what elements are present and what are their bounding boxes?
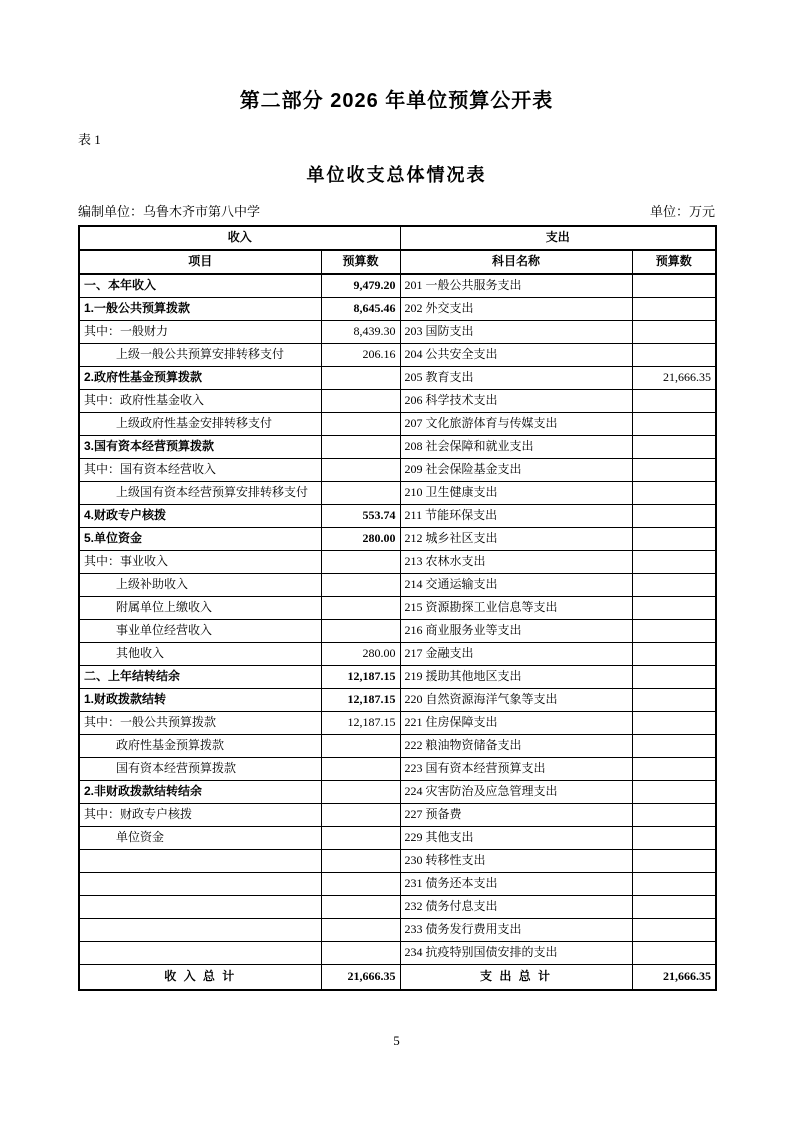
income-item-cell: 二、上年结转结余 [79, 666, 321, 689]
expense-subject-cell: 229 其他支出 [400, 827, 632, 850]
expense-amount-cell [632, 919, 716, 942]
table-row [79, 666, 716, 689]
expense-subject-cell: 208 社会保障和就业支出 [400, 436, 632, 459]
expense-amount-cell [632, 873, 716, 896]
table-row [79, 942, 716, 965]
expense-amount-cell [632, 597, 716, 620]
column-header-2: 科目名称 [400, 250, 632, 274]
income-item-cell: 附属单位上缴收入 [79, 597, 321, 620]
table-row [79, 505, 716, 528]
income-amount-cell [321, 827, 400, 850]
expense-subject-cell: 232 债务付息支出 [400, 896, 632, 919]
table-row [79, 413, 716, 436]
income-item-cell: 2.非财政拨款结转结余 [79, 781, 321, 804]
income-item-cell: 2.政府性基金预算拨款 [79, 367, 321, 390]
expense-subject-cell: 201 一般公共服务支出 [400, 274, 632, 298]
income-item-cell [79, 919, 321, 942]
income-amount-cell [321, 551, 400, 574]
unit-label: 单位：万元 [649, 204, 715, 219]
income-amount-cell [321, 367, 400, 390]
table-row [79, 643, 716, 666]
income-amount-cell [321, 896, 400, 919]
income-group-header: 收入 [79, 226, 400, 250]
expense-subject-cell: 205 教育支出 [400, 367, 632, 390]
expense-amount-cell [632, 344, 716, 367]
income-item-cell [79, 873, 321, 896]
expense-amount-cell [632, 896, 716, 919]
budget-table-head [79, 226, 716, 274]
budget-table-body [79, 274, 716, 990]
income-amount-cell: 553.74 [321, 505, 400, 528]
income-amount-cell [321, 804, 400, 827]
income-item-cell: 5.单位资金 [79, 528, 321, 551]
table-title: 单位收支总体情况表 [306, 165, 487, 185]
income-amount-cell [321, 758, 400, 781]
table-row [79, 344, 716, 367]
income-item-cell: 1.一般公共预算拨款 [79, 298, 321, 321]
expense-amount-cell [632, 643, 716, 666]
expense-subject-cell: 216 商业服务业等支出 [400, 620, 632, 643]
meta-row [78, 201, 715, 220]
prepared-by-label: 编制单位：乌鲁木齐市第八中学 [78, 204, 261, 219]
expense-subject-cell: 222 粮油物资储备支出 [400, 735, 632, 758]
expense-amount-cell [632, 758, 716, 781]
income-item-cell: 一、本年收入 [79, 274, 321, 298]
income-item-cell: 3.国有资本经营预算拨款 [79, 436, 321, 459]
table-row [79, 459, 716, 482]
expense-subject-cell: 220 自然资源海洋气象等支出 [400, 689, 632, 712]
expense-subject-cell: 223 国有资本经营预算支出 [400, 758, 632, 781]
income-amount-cell [321, 919, 400, 942]
income-amount-cell: 9,479.20 [321, 274, 400, 298]
expense-amount-cell [632, 574, 716, 597]
income-amount-cell [321, 390, 400, 413]
income-item-cell: 其他收入 [79, 643, 321, 666]
income-item-cell [79, 896, 321, 919]
table-row [79, 482, 716, 505]
expense-total-value: 21,666.35 [632, 965, 716, 991]
income-item-cell [79, 850, 321, 873]
income-amount-cell: 8,645.46 [321, 298, 400, 321]
expense-subject-cell: 204 公共安全支出 [400, 344, 632, 367]
income-item-cell: 其中：政府性基金收入 [79, 390, 321, 413]
expense-amount-cell [632, 298, 716, 321]
table-row [79, 712, 716, 735]
page-number: 5 [393, 1033, 400, 1048]
expense-subject-cell: 234 抗疫特别国债安排的支出 [400, 942, 632, 965]
table-row [79, 850, 716, 873]
income-amount-cell: 206.16 [321, 344, 400, 367]
income-amount-cell [321, 413, 400, 436]
expense-amount-cell [632, 781, 716, 804]
expense-amount-cell: 21,666.35 [632, 367, 716, 390]
expense-amount-cell [632, 436, 716, 459]
expense-amount-cell [632, 942, 716, 965]
income-item-cell: 其中：事业收入 [79, 551, 321, 574]
income-item-cell: 其中：国有资本经营收入 [79, 459, 321, 482]
income-amount-cell [321, 735, 400, 758]
income-amount-cell [321, 781, 400, 804]
expense-subject-cell: 209 社会保险基金支出 [400, 459, 632, 482]
expense-subject-cell: 231 债务还本支出 [400, 873, 632, 896]
income-amount-cell [321, 574, 400, 597]
income-item-cell: 国有资本经营预算拨款 [79, 758, 321, 781]
income-amount-cell: 12,187.15 [321, 666, 400, 689]
table-row [79, 758, 716, 781]
expense-amount-cell [632, 413, 716, 436]
income-item-cell: 其中：财政专户核拨 [79, 804, 321, 827]
income-item-cell: 上级政府性基金安排转移支付 [79, 413, 321, 436]
income-item-cell: 单位资金 [79, 827, 321, 850]
table-row [79, 689, 716, 712]
table-row [79, 436, 716, 459]
part-title: 第二部分 2026 年单位预算公开表 [239, 90, 554, 112]
table-row [79, 551, 716, 574]
income-item-cell: 政府性基金预算拨款 [79, 735, 321, 758]
table-row [79, 620, 716, 643]
expense-subject-cell: 215 资源勘探工业信息等支出 [400, 597, 632, 620]
expense-subject-cell: 203 国防支出 [400, 321, 632, 344]
expense-subject-cell: 233 债务发行费用支出 [400, 919, 632, 942]
table-row [79, 919, 716, 942]
expense-amount-cell [632, 482, 716, 505]
expense-subject-cell: 207 文化旅游体育与传媒支出 [400, 413, 632, 436]
expense-subject-cell: 202 外交支出 [400, 298, 632, 321]
income-item-cell: 上级一般公共预算安排转移支付 [79, 344, 321, 367]
income-amount-cell: 8,439.30 [321, 321, 400, 344]
expense-subject-cell: 211 节能环保支出 [400, 505, 632, 528]
income-item-cell: 其中：一般财力 [79, 321, 321, 344]
income-amount-cell [321, 482, 400, 505]
expense-amount-cell [632, 712, 716, 735]
expense-subject-cell: 214 交通运输支出 [400, 574, 632, 597]
expense-group-header: 支出 [400, 226, 716, 250]
expense-amount-cell [632, 827, 716, 850]
income-amount-cell [321, 436, 400, 459]
column-header-1: 预算数 [321, 250, 400, 274]
table-row [79, 367, 716, 390]
expense-subject-cell: 210 卫生健康支出 [400, 482, 632, 505]
expense-total-label: 支 出 总 计 [400, 965, 632, 991]
table-row [79, 528, 716, 551]
income-amount-cell: 12,187.15 [321, 712, 400, 735]
expense-subject-cell: 221 住房保障支出 [400, 712, 632, 735]
expense-amount-cell [632, 620, 716, 643]
expense-subject-cell: 217 金融支出 [400, 643, 632, 666]
table-row [79, 390, 716, 413]
column-header-3: 预算数 [632, 250, 716, 274]
expense-subject-cell: 227 预备费 [400, 804, 632, 827]
table-row [79, 298, 716, 321]
income-item-cell [79, 942, 321, 965]
table-row [79, 873, 716, 896]
income-amount-cell [321, 873, 400, 896]
expense-amount-cell [632, 390, 716, 413]
expense-amount-cell [632, 528, 716, 551]
table-row [79, 735, 716, 758]
table-row [79, 804, 716, 827]
column-header-0: 项目 [79, 250, 321, 274]
table-row [79, 321, 716, 344]
expense-subject-cell: 219 援助其他地区支出 [400, 666, 632, 689]
income-item-cell: 上级补助收入 [79, 574, 321, 597]
expense-amount-cell [632, 850, 716, 873]
expense-subject-cell: 206 科学技术支出 [400, 390, 632, 413]
expense-amount-cell [632, 735, 716, 758]
income-amount-cell: 280.00 [321, 643, 400, 666]
income-total-label: 收 入 总 计 [79, 965, 321, 991]
income-item-cell: 1.财政拨款结转 [79, 689, 321, 712]
expense-amount-cell [632, 551, 716, 574]
table-row [79, 896, 716, 919]
income-total-value: 21,666.35 [321, 965, 400, 991]
expense-amount-cell [632, 804, 716, 827]
income-item-cell: 其中：一般公共预算拨款 [79, 712, 321, 735]
expense-amount-cell [632, 689, 716, 712]
table-label: 表 1 [78, 132, 101, 147]
income-amount-cell [321, 459, 400, 482]
table-row [79, 597, 716, 620]
income-amount-cell [321, 620, 400, 643]
income-amount-cell [321, 850, 400, 873]
income-item-cell: 上级国有资本经营预算安排转移支付 [79, 482, 321, 505]
budget-table [78, 225, 717, 991]
expense-subject-cell: 213 农林水支出 [400, 551, 632, 574]
income-amount-cell [321, 942, 400, 965]
table-row [79, 781, 716, 804]
income-amount-cell: 12,187.15 [321, 689, 400, 712]
expense-subject-cell: 230 转移性支出 [400, 850, 632, 873]
expense-subject-cell: 224 灾害防治及应急管理支出 [400, 781, 632, 804]
expense-subject-cell: 212 城乡社区支出 [400, 528, 632, 551]
table-row [79, 274, 716, 298]
expense-amount-cell [632, 459, 716, 482]
total-row [79, 965, 716, 991]
income-item-cell: 4.财政专户核拨 [79, 505, 321, 528]
income-amount-cell: 280.00 [321, 528, 400, 551]
expense-amount-cell [632, 274, 716, 298]
expense-amount-cell [632, 321, 716, 344]
income-item-cell: 事业单位经营收入 [79, 620, 321, 643]
expense-amount-cell [632, 505, 716, 528]
table-row [79, 827, 716, 850]
table-row [79, 574, 716, 597]
income-amount-cell [321, 597, 400, 620]
expense-amount-cell [632, 666, 716, 689]
